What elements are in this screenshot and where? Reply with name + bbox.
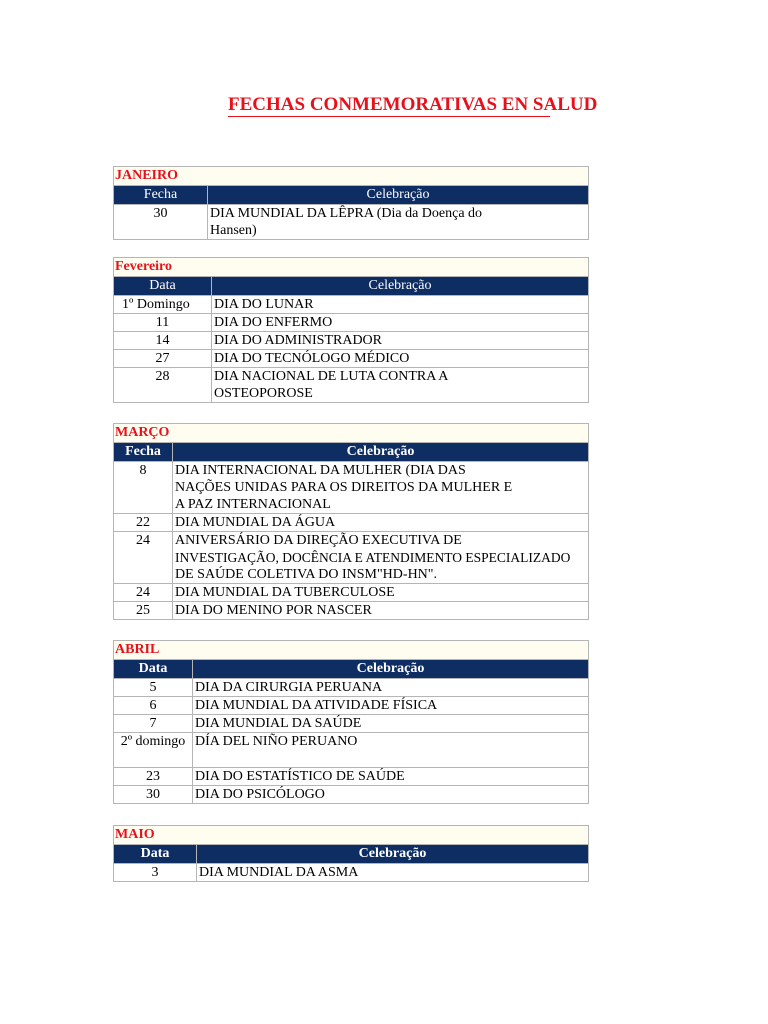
- celebration-line: DÍA DEL NIÑO PERUANO: [195, 734, 358, 749]
- date-cell: 2º domingo: [114, 733, 193, 768]
- celebration-header: Celebração: [173, 443, 589, 462]
- celebration-line: DIA MUNDIAL DA ASMA: [199, 865, 359, 880]
- month-name: Fevereiro: [114, 258, 589, 277]
- celebration-cell: [193, 715, 589, 733]
- date-cell: 30: [114, 786, 193, 804]
- celebration-cell: [212, 332, 589, 350]
- date-header: Data: [114, 277, 212, 296]
- celebration-cell: [173, 602, 589, 620]
- celebration-line: DIA NACIONAL DE LUTA CONTRA A: [214, 369, 449, 384]
- date-cell: 30: [114, 205, 208, 240]
- celebration-header: Celebração: [193, 660, 589, 679]
- date-cell: 28: [114, 368, 212, 403]
- celebration-line: DIA MUNDIAL DA TUBERCULOSE: [175, 585, 395, 600]
- date-header: Fecha: [114, 443, 173, 462]
- celebration-line: DIA DO MENINO POR NASCER: [175, 603, 372, 618]
- celebration-cell: [212, 296, 589, 314]
- date-cell: 11: [114, 314, 212, 332]
- celebration-header: Celebração: [197, 845, 589, 864]
- date-header: Data: [114, 660, 193, 679]
- date-cell: 22: [114, 514, 173, 532]
- celebration-cell: [173, 462, 589, 514]
- date-cell: 27: [114, 350, 212, 368]
- celebration-cell: [212, 350, 589, 368]
- celebration-line: DE SAÚDE COLETIVA DO INSM"HD-HN".: [175, 567, 438, 582]
- celebration-line: DIA DO TECNÓLOGO MÉDICO: [214, 351, 410, 366]
- celebration-line: DIA DO ESTATÍSTICO DE SAÚDE: [195, 769, 405, 784]
- celebration-cell: [212, 368, 589, 403]
- date-cell: 24: [114, 584, 173, 602]
- table-row: [114, 768, 589, 786]
- celebration-cell: [212, 314, 589, 332]
- month-table-maio: [113, 825, 589, 882]
- table-row: [114, 332, 589, 350]
- celebration-cell: [193, 786, 589, 804]
- celebration-line: INVESTIGAÇÃO, DOCÊNCIA E ATENDIMENTO ESPECIALIZADO: [175, 550, 571, 565]
- celebration-cell: [173, 532, 589, 584]
- table-row: [114, 350, 589, 368]
- table-row: [114, 786, 589, 804]
- table-row: [114, 532, 589, 584]
- celebration-line: DIA MUNDIAL DA LÊPRA (Dia da Doença do: [210, 206, 483, 221]
- month-name: JANEIRO: [114, 167, 589, 186]
- celebration-cell: [193, 768, 589, 786]
- celebration-cell: [193, 697, 589, 715]
- month-name: MAIO: [114, 826, 589, 845]
- date-cell: 14: [114, 332, 212, 350]
- date-header: Data: [114, 845, 197, 864]
- celebration-line: DIA DO ENFERMO: [214, 315, 333, 330]
- date-cell: 23: [114, 768, 193, 786]
- celebration-line: DIA DO PSICÓLOGO: [195, 787, 325, 802]
- month-table-janeiro: [113, 166, 589, 240]
- celebration-cell: [208, 205, 589, 240]
- celebration-line: DIA DA CIRURGIA PERUANA: [195, 680, 383, 695]
- table-row: [114, 864, 589, 882]
- celebration-header: Celebração: [212, 277, 589, 296]
- date-cell: 5: [114, 679, 193, 697]
- celebration-line: DIA DO LUNAR: [214, 297, 314, 312]
- celebration-line: DIA DO ADMINISTRADOR: [214, 333, 383, 348]
- celebration-line: NAÇÕES UNIDAS PARA OS DIREITOS DA MULHER E: [175, 480, 513, 495]
- celebration-line: OSTEOPOROSE: [214, 386, 313, 401]
- table-row: [114, 514, 589, 532]
- month-name: ABRIL: [114, 641, 589, 660]
- celebration-line: DIA MUNDIAL DA SAÚDE: [195, 716, 362, 731]
- table-row: [114, 368, 589, 403]
- month-table-abril: [113, 640, 589, 804]
- date-cell: 7: [114, 715, 193, 733]
- table-row: [114, 462, 589, 514]
- table-row: [114, 697, 589, 715]
- date-cell: 3: [114, 864, 197, 882]
- month-name: MARÇO: [114, 424, 589, 443]
- celebration-cell: [173, 584, 589, 602]
- celebration-cell: [173, 514, 589, 532]
- celebration-line: DIA MUNDIAL DA ATIVIDADE FÍSICA: [195, 698, 438, 713]
- table-row: [114, 733, 589, 768]
- table-row: [114, 296, 589, 314]
- celebration-cell: [193, 733, 589, 768]
- celebration-cell: [193, 679, 589, 697]
- month-table-fevereiro: [113, 257, 589, 403]
- celebration-line: DIA INTERNACIONAL DA MULHER (DIA DAS: [175, 463, 466, 478]
- table-row: [114, 602, 589, 620]
- date-cell: 6: [114, 697, 193, 715]
- celebration-header: Celebração: [208, 186, 589, 205]
- date-cell: 25: [114, 602, 173, 620]
- table-row: [114, 584, 589, 602]
- celebration-line: A PAZ INTERNACIONAL: [175, 497, 331, 512]
- table-row: [114, 314, 589, 332]
- month-table-marco: [113, 423, 589, 620]
- date-header: Fecha: [114, 186, 208, 205]
- date-cell: 24: [114, 532, 173, 584]
- celebration-line: DIA MUNDIAL DA ÁGUA: [175, 515, 336, 530]
- date-cell: 8: [114, 462, 173, 514]
- table-row: [114, 715, 589, 733]
- date-cell: 1º Domingo: [114, 296, 212, 314]
- title-underline: [228, 116, 550, 117]
- celebration-cell: [197, 864, 589, 882]
- celebration-line: Hansen): [210, 223, 257, 238]
- table-row: [114, 205, 589, 240]
- celebration-line: ANIVERSÁRIO DA DIREÇÃO EXECUTIVA DE: [175, 533, 462, 548]
- table-row: [114, 679, 589, 697]
- page-title: FECHAS CONMEMORATIVAS EN SALUD: [228, 94, 598, 115]
